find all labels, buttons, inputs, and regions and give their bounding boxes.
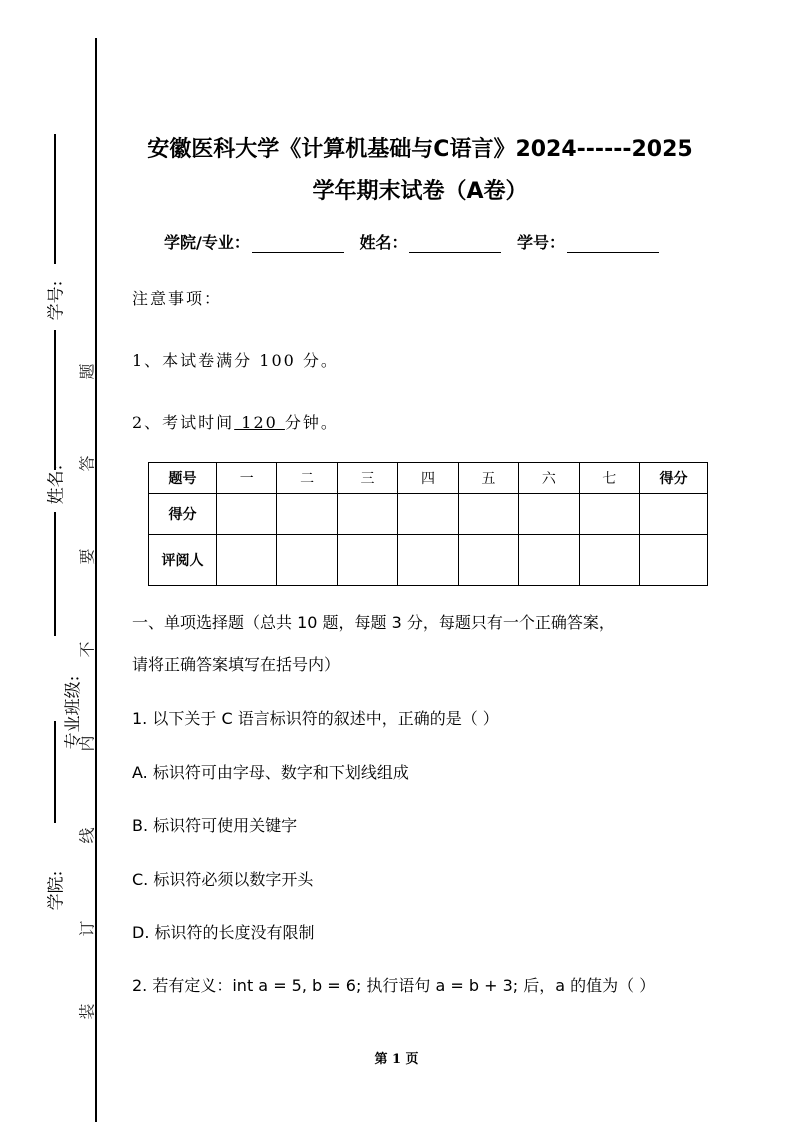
score-cell[interactable] xyxy=(337,494,397,535)
score-cell[interactable] xyxy=(640,494,708,535)
notice-item-1: 1、本试卷满分 100 分。 xyxy=(132,351,339,370)
grader-cell[interactable] xyxy=(277,535,337,586)
question-1-stem: 1. 以下关于 C 语言标识符的叙述中，正确的是（ ） xyxy=(132,709,499,728)
score-cell[interactable] xyxy=(217,494,277,535)
student-id-blank-line xyxy=(54,134,56,264)
exam-title-line1: 安徽医科大学《计算机基础与C语言》2024------2025 xyxy=(147,137,693,162)
seal-char: 题 xyxy=(77,363,97,380)
score-cell[interactable] xyxy=(277,494,337,535)
page-number: 第 1 页 xyxy=(374,1052,419,1067)
section1-heading-line1: 一、单项选择题（总共 10 题，每题 3 分，每题只有一个正确答案， xyxy=(132,613,615,632)
score-table-header-row xyxy=(149,463,708,494)
college-major-blank[interactable] xyxy=(252,236,344,253)
header-cell: 六 xyxy=(519,463,579,494)
seal-char: 订 xyxy=(77,920,97,937)
score-cell[interactable] xyxy=(519,494,579,535)
header-cell: 三 xyxy=(337,463,397,494)
grader-cell[interactable] xyxy=(519,535,579,586)
name-blank[interactable] xyxy=(409,236,501,253)
college-major-label: 学院/专业： xyxy=(164,233,250,252)
seal-char: 线 xyxy=(77,827,97,844)
row-label: 评阅人 xyxy=(149,535,217,586)
seal-char: 装 xyxy=(77,1003,97,1020)
exam-title-line2: 学年期末试卷（A卷） xyxy=(312,179,528,204)
grader-cell[interactable] xyxy=(458,535,518,586)
score-cell[interactable] xyxy=(398,494,458,535)
header-cell: 七 xyxy=(579,463,639,494)
header-cell: 一 xyxy=(217,463,277,494)
header-cell: 五 xyxy=(458,463,518,494)
seal-char: 答 xyxy=(77,455,97,472)
notice-item-2: 2、考试时间 120 分钟。 xyxy=(132,413,339,432)
major-blank-line xyxy=(54,721,56,823)
header-cell: 二 xyxy=(277,463,337,494)
question-1-option-b: B. 标识符可使用关键字 xyxy=(132,816,298,835)
name-blank-line-upper xyxy=(54,330,56,470)
margin-college-label: 学院: xyxy=(46,870,67,911)
grader-cell[interactable] xyxy=(579,535,639,586)
question-1-option-d: D. 标识符的长度没有限制 xyxy=(132,923,315,942)
header-cell: 四 xyxy=(398,463,458,494)
question-1-option-c: C. 标识符必须以数字开头 xyxy=(132,870,314,889)
grader-cell[interactable] xyxy=(337,535,397,586)
question-2-stem: 2. 若有定义：int a = 5, b = 6; 执行语句 a = b + 3; 后，a 的值为（ ） xyxy=(132,976,656,995)
grader-cell[interactable] xyxy=(398,535,458,586)
section1-heading-line2: 请将正确答案填写在括号内） xyxy=(132,655,341,674)
name-label: 姓名： xyxy=(359,233,408,252)
score-table xyxy=(148,462,708,586)
score-cell[interactable] xyxy=(579,494,639,535)
grader-row xyxy=(149,535,708,586)
grader-cell[interactable] xyxy=(217,535,277,586)
name-blank-line xyxy=(54,512,56,636)
score-cell[interactable] xyxy=(458,494,518,535)
student-id-label: 学号： xyxy=(517,233,566,252)
student-id-blank[interactable] xyxy=(567,236,659,253)
header-cell: 题号 xyxy=(149,463,217,494)
binding-line xyxy=(95,38,97,1122)
seal-char: 要 xyxy=(77,548,97,565)
margin-major-class-label: 专业班级: xyxy=(63,675,84,750)
student-info-fields xyxy=(164,230,669,253)
notice-heading: 注意事项： xyxy=(132,289,223,308)
exam-duration: 120 xyxy=(234,413,285,432)
grader-cell[interactable] xyxy=(640,535,708,586)
header-cell: 得分 xyxy=(640,463,708,494)
margin-name-label: 姓名: xyxy=(46,464,67,505)
row-label: 得分 xyxy=(149,494,217,535)
seal-char: 内 xyxy=(77,735,97,752)
score-row xyxy=(149,494,708,535)
question-1-option-a: A. 标识符可由字母、数字和下划线组成 xyxy=(132,763,409,782)
seal-char: 不 xyxy=(77,641,97,658)
margin-student-id-label: 学号: xyxy=(46,280,67,321)
